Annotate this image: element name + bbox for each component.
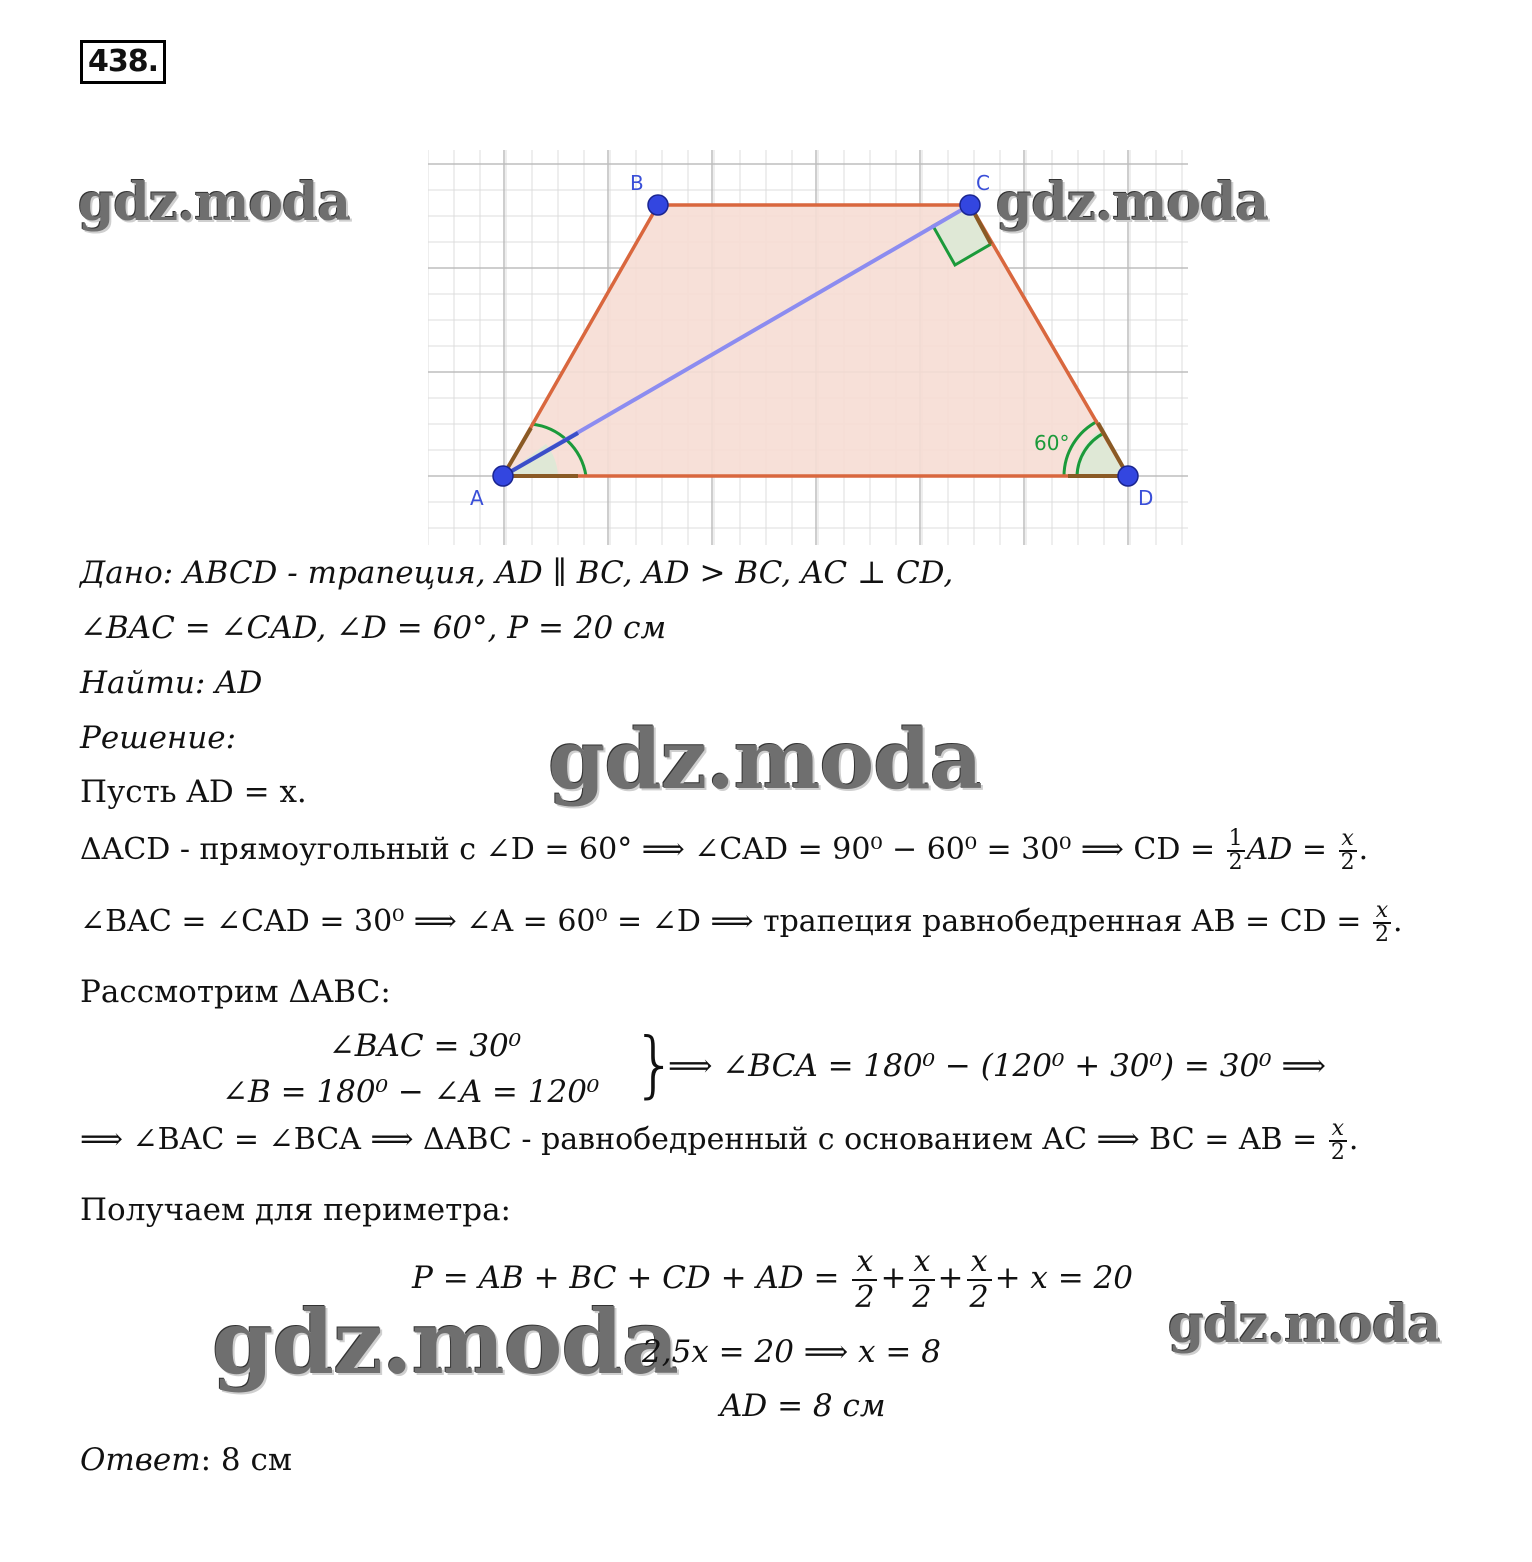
p-frac-3-d: 2: [969, 1279, 989, 1315]
consider-line: Рассмотрим ΔABC:: [80, 974, 391, 1010]
acd-mid: AD =: [1246, 832, 1328, 867]
answer-line: [80, 1440, 292, 1480]
point-b: [648, 195, 668, 215]
find-label: Найти: [80, 665, 195, 701]
given-line-1: [80, 553, 953, 593]
perimeter-end: + x = 20: [994, 1260, 1134, 1296]
acd-frac-n: x: [1339, 828, 1357, 852]
given-line-2: ∠BAC = ∠CAD, ∠D = 60°, P = 20 см: [80, 610, 667, 646]
solution-label: Решение:: [80, 720, 237, 756]
answer-label: Ответ: [80, 1442, 201, 1478]
label-c: C: [976, 171, 990, 195]
given-text-1: : ABCD - трапеция, AD ∥ BC, AD > BC, AC ⊥ CD,: [162, 555, 954, 591]
given-label: Дано: [80, 555, 163, 591]
bac-line: [80, 900, 1403, 946]
half-numerator: 1: [1228, 826, 1243, 851]
p-frac-2-n: x: [909, 1245, 934, 1281]
bac-end: .: [1392, 904, 1403, 939]
watermark-1: gdz.moda: [78, 172, 351, 233]
p-frac-2-d: 2: [912, 1279, 932, 1315]
acd-line: [80, 828, 1368, 874]
watermark-3: gdz.moda: [548, 712, 982, 808]
let-line: Пусть AD = x.: [80, 774, 307, 810]
point-d: [1118, 466, 1138, 486]
system-brace: }: [632, 1022, 678, 1106]
label-a: A: [470, 486, 484, 510]
answer-value: : 8 см: [200, 1442, 292, 1478]
watermark-4: gdz.moda: [212, 1290, 679, 1394]
watermark-2: gdz.moda: [996, 172, 1269, 233]
isosceles-end: .: [1348, 1122, 1359, 1157]
acd-text: ΔACD - прямоугольный с ∠D = 60° ⟹ ∠CAD = 90⁰ − 60⁰ = 30⁰ ⟹ CD =: [80, 832, 1216, 867]
label-b: B: [630, 171, 644, 195]
iso-frac-n: x: [1329, 1118, 1347, 1142]
label-d: D: [1138, 486, 1154, 510]
watermark-5: gdz.moda: [1168, 1294, 1441, 1355]
bac-frac-n: x: [1373, 900, 1391, 924]
p-frac-1-n: x: [852, 1245, 877, 1281]
p-frac-1-d: 2: [855, 1279, 875, 1315]
solve-line: 2,5x = 20 ⟹ x = 8: [642, 1334, 941, 1370]
perimeter-start: P = AB + BC + CD + AD =: [412, 1260, 840, 1296]
p-frac-3-n: x: [967, 1245, 992, 1281]
p-plus-2: +: [937, 1260, 964, 1296]
result-line: AD = 8 см: [720, 1388, 886, 1424]
angle-label: 60°: [1034, 431, 1070, 455]
bac-text: ∠BAC = ∠CAD = 30⁰ ⟹ ∠A = 60⁰ = ∠D ⟹ трапеция равнобедренная AB = CD =: [80, 904, 1362, 939]
problem-number: 438.: [80, 40, 166, 84]
iso-frac-d: 2: [1330, 1140, 1345, 1165]
p-plus-1: +: [880, 1260, 907, 1296]
acd-end: .: [1358, 832, 1369, 867]
system-eq-1: ∠BAC = 30⁰: [328, 1028, 522, 1064]
isosceles-text: ⟹ ∠BAC = ∠BCA ⟹ ΔABC - равнобедренный с основанием AC ⟹ BC = AB =: [80, 1122, 1318, 1157]
system-eq-2: ∠B = 180⁰ − ∠A = 120⁰: [222, 1074, 600, 1110]
point-a: [493, 466, 513, 486]
acd-frac-d: 2: [1340, 850, 1355, 875]
find-line: [80, 663, 262, 703]
bac-frac-d: 2: [1374, 922, 1389, 947]
half-denominator: 2: [1228, 850, 1243, 875]
isosceles-line: [80, 1118, 1358, 1164]
find-value: : AD: [194, 665, 263, 701]
system-result: ⟹ ∠BCA = 180⁰ − (120⁰ + 30⁰) = 30⁰ ⟹: [668, 1048, 1326, 1084]
point-c: [960, 195, 980, 215]
perimeter-intro: Получаем для периметра:: [80, 1192, 512, 1228]
